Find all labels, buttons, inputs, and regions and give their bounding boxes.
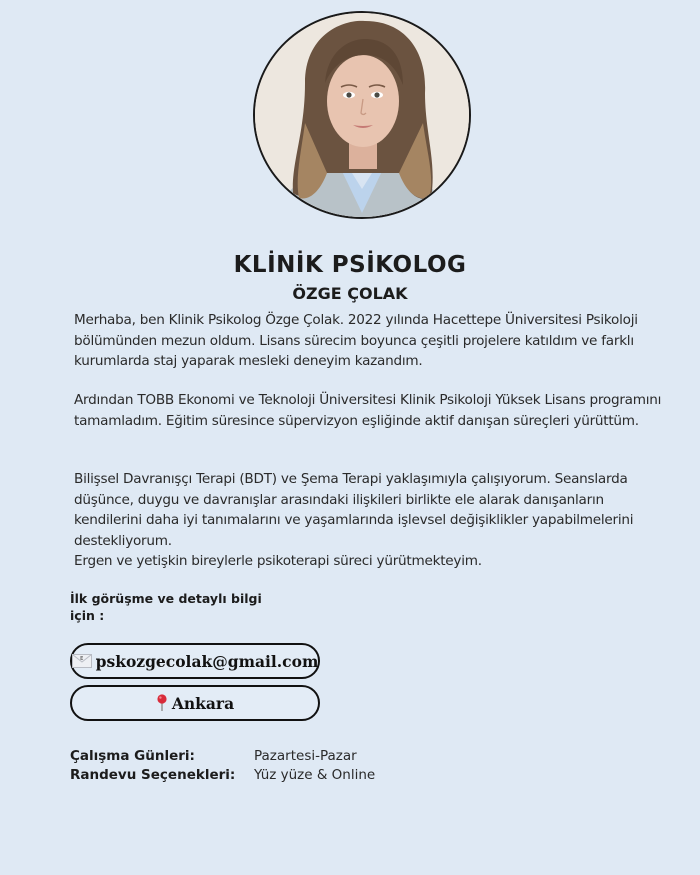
appointment-options-label: Randevu Seçenekleri: bbox=[70, 767, 236, 783]
page-title: KLİNİK PSİKOLOG bbox=[233, 252, 467, 278]
portrait-illustration bbox=[255, 13, 469, 217]
email-button[interactable] bbox=[70, 643, 320, 679]
working-days-row bbox=[70, 747, 375, 766]
svg-text:E: E bbox=[79, 656, 84, 662]
bio-paragraph-education: Merhaba, ben Klinik Psikolog Özge Çolak. 2022 yılında Hacettepe Üniversitesi Psikoloji bölümünden mezun oldum. Lisans sürecim boyunca çeşitli projelere katıldım ve farklı kurumlarda staj yaparak mesleki deneyim kazandım. bbox=[74, 312, 638, 369]
bio-clients-text: Ergen ve yetişkin bireylerle psikoterapi süreci yürütmekteyim. bbox=[74, 553, 482, 569]
profile-photo bbox=[253, 11, 471, 219]
working-days-value: Pazartesi-Pazar bbox=[254, 748, 357, 764]
round-pushpin-icon bbox=[156, 694, 168, 712]
bio-paragraph-masters: Ardından TOBB Ekonomi ve Teknoloji Üniversitesi Klinik Psikoloji Yüksek Lisans programını tamamladım. Eğitim süresince süpervizyon eşliğinde aktif danışan süreçleri yürüttüm. bbox=[74, 392, 662, 429]
envelope-icon bbox=[72, 654, 92, 668]
appointment-options-value: Yüz yüze & Online bbox=[254, 767, 376, 783]
details-list bbox=[70, 747, 375, 785]
working-days-label: Çalışma Günleri: bbox=[70, 748, 195, 764]
city-name: Ankara bbox=[171, 693, 235, 713]
person-name: ÖZGE ÇOLAK bbox=[292, 284, 408, 303]
contact-label: İlk görüşme ve detaylı bilgi için : bbox=[70, 591, 262, 623]
email-address: pskozgecolak@gmail.com bbox=[95, 651, 319, 671]
bio-paragraph-approach bbox=[74, 469, 674, 572]
bio-approach-text: Bilişsel Davranışçı Terapi (BDT) ve Şema Terapi yaklaşımıyla çalışıyorum. Seanslarda düşünce, duygu ve davranışlar arasındaki ilişkileri birlikte ele alarak danışanların kendilerini daha iyi tanımalarını ve yaşamlarında işlevsel değişiklikler yapabilmelerini destekliyorum. bbox=[74, 471, 634, 549]
appointment-options-row bbox=[70, 766, 375, 785]
location-button[interactable] bbox=[70, 685, 320, 721]
